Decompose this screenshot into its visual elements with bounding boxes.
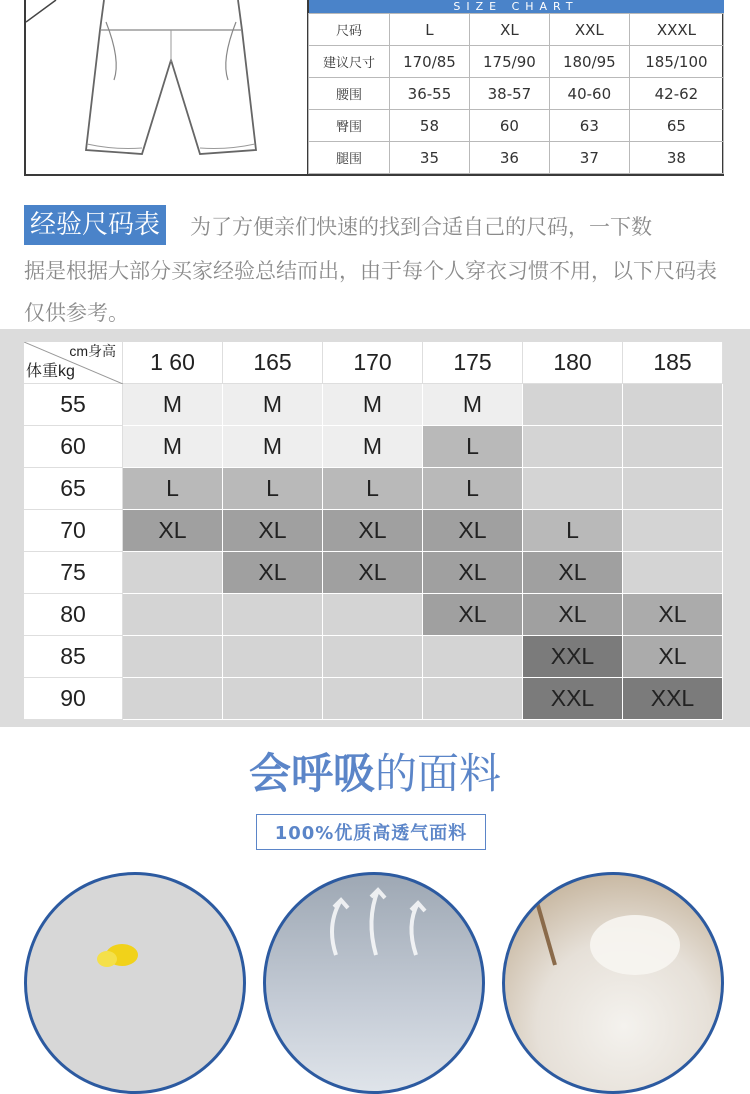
size-recommendation-cell: L bbox=[323, 468, 423, 510]
size-cell: 37 bbox=[549, 142, 629, 174]
size-recommendation-cell: XL bbox=[523, 552, 623, 594]
experience-size-panel bbox=[0, 329, 750, 727]
size-recommendation-cell bbox=[623, 552, 723, 594]
size-row-label: 臀围 bbox=[309, 110, 390, 142]
fabric-photo-cotton bbox=[502, 872, 724, 1094]
weight-label-cell: 70 bbox=[24, 510, 123, 552]
size-recommendation-cell bbox=[523, 426, 623, 468]
weight-row bbox=[24, 594, 724, 636]
size-cell: L bbox=[390, 14, 470, 46]
size-cell: 65 bbox=[629, 110, 723, 142]
intro-text-rest: 据是根据大部分买家经验总结而出，由于每个人穿衣习惯不用，以下尺码表仅供参考。 bbox=[24, 259, 717, 325]
size-recommendation-cell: L bbox=[423, 468, 523, 510]
weight-label-cell: 55 bbox=[24, 384, 123, 426]
size-recommendation-cell: XL bbox=[223, 510, 323, 552]
height-header-cell: 165 bbox=[223, 342, 323, 384]
size-recommendation-cell: XXL bbox=[523, 678, 623, 720]
fabric-photo-breathable bbox=[263, 872, 485, 1094]
size-recommendation-cell: XL bbox=[623, 636, 723, 678]
height-header-cell: 185 bbox=[623, 342, 723, 384]
size-recommendation-cell: XL bbox=[523, 594, 623, 636]
size-recommendation-cell: XL bbox=[423, 510, 523, 552]
height-header-cell: 175 bbox=[423, 342, 523, 384]
size-cell: 63 bbox=[549, 110, 629, 142]
size-cell: XXXL bbox=[629, 14, 723, 46]
weight-label-cell: 85 bbox=[24, 636, 123, 678]
weight-row bbox=[24, 384, 724, 426]
size-cell: 58 bbox=[390, 110, 470, 142]
fabric-title bbox=[0, 748, 750, 800]
height-header-cell: 1 60 bbox=[123, 342, 223, 384]
grid-corner-cell bbox=[24, 342, 123, 384]
shorts-illustration bbox=[26, 0, 308, 174]
height-header-cell: 170 bbox=[323, 342, 423, 384]
size-cell: 180/95 bbox=[549, 46, 629, 78]
size-recommendation-cell: L bbox=[523, 510, 623, 552]
size-recommendation-cell: XL bbox=[323, 510, 423, 552]
fabric-title-bold: 会呼吸 bbox=[248, 749, 375, 798]
height-header-row bbox=[24, 342, 724, 384]
weight-axis-label: 体重kg bbox=[26, 363, 75, 380]
size-recommendation-cell: M bbox=[323, 384, 423, 426]
size-recommendation-cell bbox=[123, 594, 223, 636]
size-cell: 40-60 bbox=[549, 78, 629, 110]
size-recommendation-cell: M bbox=[223, 384, 323, 426]
size-recommendation-cell bbox=[523, 384, 623, 426]
size-recommendation-cell bbox=[423, 636, 523, 678]
size-cell: 170/85 bbox=[390, 46, 470, 78]
size-cell: XXL bbox=[549, 14, 629, 46]
size-cell: 42-62 bbox=[629, 78, 723, 110]
fabric-title-rest: 的面料 bbox=[375, 749, 502, 798]
size-recommendation-cell bbox=[323, 678, 423, 720]
size-recommendation-cell bbox=[223, 636, 323, 678]
size-cell: XL bbox=[469, 14, 549, 46]
size-cell: 60 bbox=[469, 110, 549, 142]
size-recommendation-cell bbox=[623, 468, 723, 510]
size-recommendation-cell bbox=[123, 552, 223, 594]
size-table-header-row bbox=[309, 14, 724, 46]
size-recommendation-cell bbox=[223, 594, 323, 636]
size-recommendation-cell bbox=[123, 678, 223, 720]
size-recommendation-cell: L bbox=[123, 468, 223, 510]
experience-badge: 经验尺码表 bbox=[24, 205, 166, 245]
weight-row bbox=[24, 552, 724, 594]
size-recommendation-cell: XL bbox=[323, 552, 423, 594]
size-recommendation-cell: XL bbox=[223, 552, 323, 594]
size-recommendation-cell bbox=[223, 678, 323, 720]
weight-label-cell: 80 bbox=[24, 594, 123, 636]
size-recommendation-cell: M bbox=[423, 384, 523, 426]
size-table-row bbox=[309, 46, 724, 78]
experience-size-grid bbox=[24, 342, 724, 720]
size-cell: 38 bbox=[629, 142, 723, 174]
height-axis-label: cm身高 bbox=[69, 343, 116, 359]
size-cell: 185/100 bbox=[629, 46, 723, 78]
size-row-label: 尺码 bbox=[309, 14, 390, 46]
size-row-label: 腰围 bbox=[309, 78, 390, 110]
size-table-row bbox=[309, 142, 724, 174]
size-cell: 36 bbox=[469, 142, 549, 174]
size-row-label: 腿围 bbox=[309, 142, 390, 174]
weight-row bbox=[24, 426, 724, 468]
size-recommendation-cell: M bbox=[123, 384, 223, 426]
size-recommendation-cell bbox=[423, 678, 523, 720]
size-recommendation-cell: XXL bbox=[523, 636, 623, 678]
weight-row bbox=[24, 468, 724, 510]
weight-row bbox=[24, 636, 724, 678]
size-recommendation-cell: XL bbox=[623, 594, 723, 636]
size-recommendation-cell: XL bbox=[123, 510, 223, 552]
size-recommendation-cell bbox=[323, 594, 423, 636]
size-cell: 175/90 bbox=[469, 46, 549, 78]
size-recommendation-cell: XL bbox=[423, 594, 523, 636]
size-row-label: 建议尺寸 bbox=[309, 46, 390, 78]
weight-label-cell: 90 bbox=[24, 678, 123, 720]
size-recommendation-cell: L bbox=[223, 468, 323, 510]
size-recommendation-cell bbox=[623, 426, 723, 468]
size-recommendation-cell: XXL bbox=[623, 678, 723, 720]
size-recommendation-cell: M bbox=[323, 426, 423, 468]
size-chart-header: SIZE CHART bbox=[309, 0, 724, 14]
weight-row bbox=[24, 510, 724, 552]
size-recommendation-cell bbox=[623, 384, 723, 426]
size-recommendation-cell: L bbox=[423, 426, 523, 468]
weight-label-cell: 65 bbox=[24, 468, 123, 510]
size-recommendation-cell: M bbox=[123, 426, 223, 468]
size-recommendation-cell: M bbox=[223, 426, 323, 468]
size-recommendation-cell bbox=[623, 510, 723, 552]
size-recommendation-cell bbox=[123, 636, 223, 678]
size-table-row bbox=[309, 78, 724, 110]
height-header-cell: 180 bbox=[523, 342, 623, 384]
size-recommendation-cell bbox=[323, 636, 423, 678]
fabric-photo-flowers bbox=[24, 872, 246, 1094]
weight-label-cell: 60 bbox=[24, 426, 123, 468]
size-cell: 35 bbox=[390, 142, 470, 174]
size-table-row bbox=[309, 110, 724, 142]
size-cell: 38-57 bbox=[469, 78, 549, 110]
size-table bbox=[308, 0, 724, 174]
size-cell: 36-55 bbox=[390, 78, 470, 110]
weight-label-cell: 75 bbox=[24, 552, 123, 594]
size-recommendation-cell: XL bbox=[423, 552, 523, 594]
size-recommendation-cell bbox=[523, 468, 623, 510]
fabric-subtitle: 100%优质高透气面料 bbox=[256, 814, 486, 850]
size-chart-panel bbox=[24, 0, 724, 176]
intro-text-first-line: 为了方便亲们快速的找到合适自己的尺码，一下数 bbox=[190, 215, 652, 239]
weight-row bbox=[24, 678, 724, 720]
